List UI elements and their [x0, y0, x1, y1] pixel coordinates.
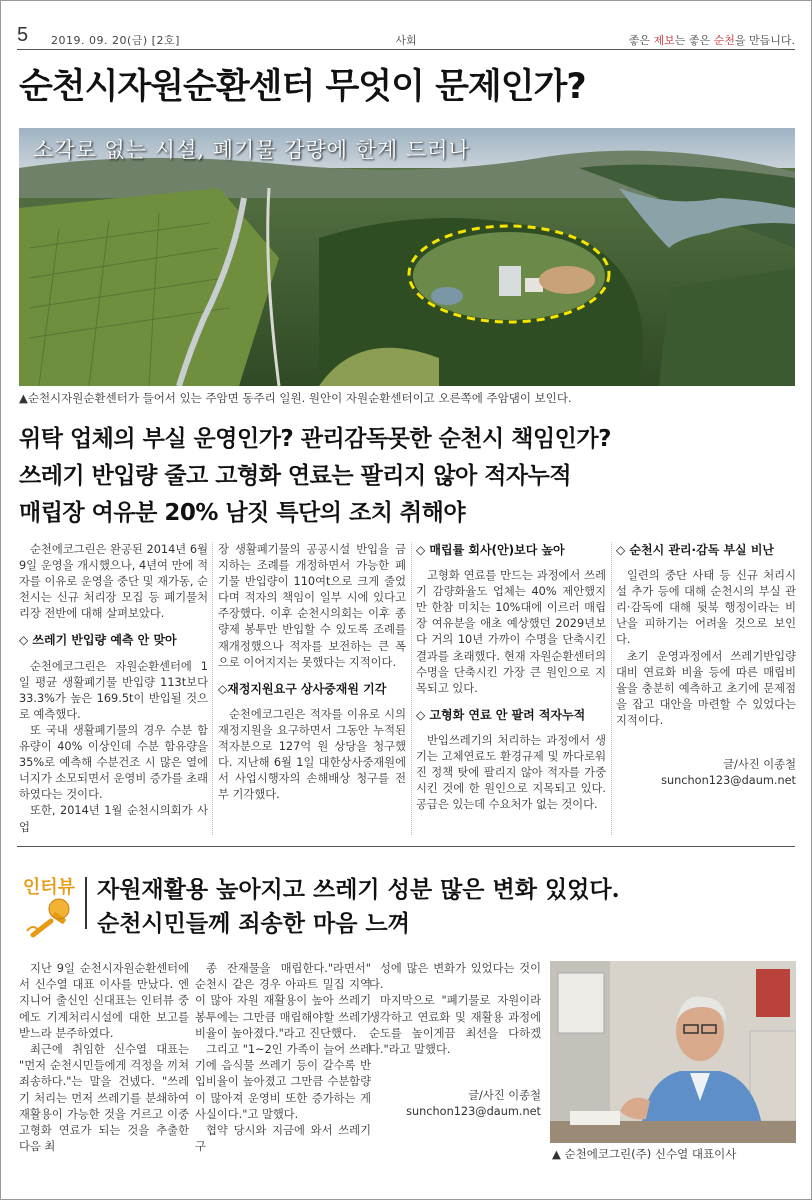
paragraph: 협약 당시와 지금에 와서 쓰레기 구: [195, 1124, 371, 1154]
section-heading: ◇ 쓰레기 반입량 예측 안 맞아: [19, 633, 177, 648]
interview-column-1: [19, 961, 189, 1155]
byline-email: sunchon123@daum.net: [406, 1105, 541, 1119]
interview-label: 인터뷰: [22, 877, 76, 898]
subheadlines: [19, 421, 795, 532]
article-column-3: [416, 542, 606, 813]
photo-overlay-headline: 소각로 없는 시설, 폐기물 감량에 한계 드러나: [33, 138, 470, 162]
interview-badge: [19, 873, 79, 943]
subheadline: 위탁 업체의 부실 운영인가? 관리감독못한 순천시 책임인가?: [19, 426, 611, 452]
interview-title-divider: [85, 877, 87, 929]
article-column-4: [616, 542, 796, 789]
paragraph: 일련의 중단 사태 등 신규 처리시설 추가 등에 대해 순천시의 부실 관리·감독에 대해 뒷북 행정이라는 비난을 피하기는 어려울 것으로 보인다.: [616, 569, 796, 647]
paragraph: 순천에코그린은 자원순환센터에 1일 평균 생활폐기물 반입량 113t보다 33.3%가 높은 169.5t이 반입될 것으로 예측했다.: [19, 659, 208, 721]
paragraph: 마지막으로 "폐기물로 자원이라 생각하고 연료화 및 재활용 과정에 순도를 높이게끔 최선을 다하겠다."라고 말했다.: [369, 994, 541, 1057]
aerial-photo: [19, 128, 795, 386]
interview-title-line: 자원재활용 높아지고 쓰레기 성분 많은 변화 있었다.: [97, 876, 620, 903]
paragraph: 지난 9일 순천시자원순환센터에서 신수열 대표 이사를 만났다. 엔지니어 출신인 신대표는 인터뷰 중에도 기계처리시설에 대한 보고를 받느라 분주하였다.: [19, 962, 189, 1040]
column-divider: [411, 542, 412, 835]
paragraph: 최근에 취임한 신수열 대표는 "먼저 순천시민들에게 걱정을 끼쳐 죄송하다."는 말을 건넸다. "쓰레기 처리는 먼저 쓰레기를 분쇄하여 재활용이 가능한 것을 거르고 이중 고형화 연료가 되는 것을 추출한 다음 최: [19, 1043, 189, 1154]
paragraph: 반입쓰레기의 처리하는 과정에서 생기는 고체연료도 환경규제 및 까다로워진 정책 탓에 팔리지 않아 적자를 가중시킨 것에 한 원인으로 지목되고 있다. 공급은 있는데 수요처가 없는 것이다.: [416, 733, 606, 812]
section-heading: ◇ 매립률 회사(안)보다 높아: [416, 543, 565, 557]
interview-title: [97, 873, 620, 941]
paragraph: 순천에코그린은 적자를 이유로 시의 재정지원을 요구하면서 그동안 누적된 적자분으로 127억 원 상당을 청구했다. 지난해 6월 1일 대한상사중재원에서 사업시행자의 손해배상 청구를 전부 기각했다.: [218, 707, 406, 802]
issue-date: 2019. 09. 20(금) [2호]: [51, 34, 180, 47]
interviewee-photo: [550, 961, 796, 1143]
interviewee-photo-caption: ▲ 순천에코그린(주) 신수열 대표이사: [552, 1147, 737, 1161]
paragraph: 또 국내 생활폐기물의 경우 수분 함유량이 40% 이상인데 수분 함유량을 35%로 예측해 수분건조 시 많은 열에너지가 소모되면서 운영비 증가를 초래하였다는 것이다.: [19, 723, 208, 802]
byline-email: sunchon123@daum.net: [661, 774, 796, 788]
section-heading: ◇재정지원요구 상사중재원 기각: [218, 681, 387, 696]
subheadline: 매립장 여유분 20% 남짓 특단의 조치 취해야: [19, 500, 466, 526]
page-number: 5: [17, 24, 29, 46]
header-rule: [17, 49, 795, 50]
paragraph: 초기 운영과정에서 쓰레기반입량 대비 연료화 비율 등에 따른 매립비율을 충분히 예측하고 초기에 문제점을 잡고 대안을 마련할 수 있었다는 지적이다.: [616, 649, 796, 727]
microphone-icon: [19, 895, 79, 943]
paragraph: 성에 많은 변화가 있었다는 것이다.: [369, 962, 541, 992]
paragraph: 또한, 2014년 1월 순천시의회가 사업: [19, 804, 208, 834]
article-column-2: [218, 542, 406, 803]
interview-column-2: [195, 961, 371, 1155]
page-header: [17, 24, 795, 48]
interview-title-line: 순천시민들께 죄송한 마음 느껴: [97, 910, 410, 937]
slogan: 좋은 제보는 좋은 순천을 만듭니다.: [628, 34, 795, 47]
section-divider: [17, 846, 795, 847]
byline: 글/사진 이종철: [468, 1089, 541, 1103]
photo-caption: ▲순천시자원순환센터가 들어서 있는 주암면 동주리 일원. 원안이 자원순환센터이고 오른쪽에 주암댐이 보인다.: [19, 391, 572, 405]
column-divider: [611, 542, 612, 835]
interview-column-3: [369, 961, 541, 1121]
paragraph: 고형화 연료를 만드는 과정에서 쓰레기 감량화율도 업체는 40% 제안했지만 한참 미치는 10%대에 이르러 매립장 여유분을 애초 예상했던 2029년보다 거의 10년 가까이 수명을 단축시킨 결과를 초래했다. 현재 자원순환센터의 수명을 단축시킨 가장 큰 원인으로 지목되고 있다.: [416, 569, 606, 695]
section-heading: ◇ 순천시 관리·감독 부실 비난: [616, 543, 775, 557]
subheadline: 쓰레기 반입량 줄고 고형화 연료는 팔리지 않아 적자누적: [19, 463, 572, 489]
article-title: 순천시자원순환센터 무엇이 문제인가?: [19, 67, 586, 107]
section-name: 사회: [395, 34, 417, 47]
paragraph: 장 생활폐기물의 공공시설 반입을 금지하는 조례를 개정하면서 가능한 폐기물 반입량이 110여t으로 크게 줄었다며 적자의 책임이 일부 시에 있다고 주장했다. 이후 순천시의회는 이후 종량제 봉투만 반입할 수 있도록 조례를 재개정했으나 적자를 보전하는 큰 폭으로 이어지지는 못했다는 지적이다.: [218, 543, 406, 669]
section-heading: ◇ 고형화 연료 안 팔려 적자누적: [416, 707, 586, 722]
column-divider: [212, 542, 213, 835]
byline: 글/사진 이종철: [723, 758, 796, 772]
paragraph: 종 잔재물을 매립한다."라면서" 순천시 같은 경우 아파트 밀집 지역이 많아 자원 재활용이 높아 쓰레기봉투에는 그만큼 매립해야할 쓰레기 비율이 높아졌다."라고 진단했다.: [195, 962, 371, 1040]
paragraph: 순천에코그린은 완공된 2014년 6월 9일 운영을 개시했으나, 4년여 만에 적자를 이유로 운영을 중단 및 재가동, 순천시는 신규 처리장 모집 등 폐기물처리장 전반에 대해 살펴보았다.: [19, 543, 208, 621]
paragraph: 그리고 "1~2인 가족이 늘어 쓰레기에 음식물 쓰레기 등이 갈수록 반입비율이 높아졌고 그만큼 수분함량이 많아져 운영비 또한 증가하는 게 사실이다."고 말했다.: [195, 1043, 371, 1121]
article-column-1: [19, 542, 208, 836]
